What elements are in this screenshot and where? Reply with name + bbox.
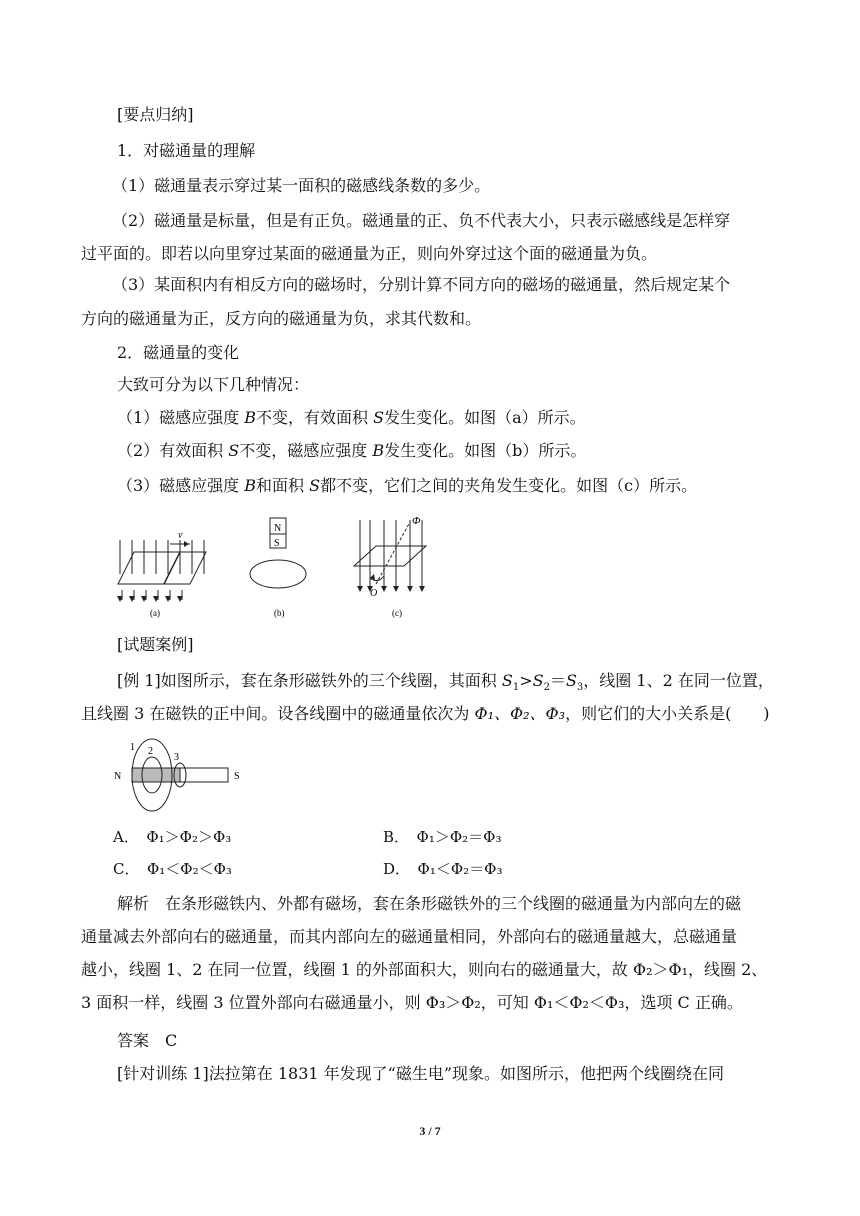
item1-title: 1．对磁通量的理解 (117, 141, 256, 160)
bar-magnet-n: N (114, 771, 122, 782)
phi-label: Φ (412, 515, 421, 527)
example1-line2: 且线圈 3 在磁铁的正中间。设各线圈中的磁通量依次为 Φ₁、Φ₂、Φ₃，则它们的大小关系是( ) (81, 704, 770, 723)
example1-line1: [例 1]如图所示，套在条形磁铁外的三个线圈，其面积 $S_1>S_2=S_3$，线圈 1、2 在同一位置， (117, 671, 774, 694)
section-heading-summary: [要点归纳] (117, 105, 194, 124)
caption-b: (b) (274, 608, 285, 618)
analysis-line1: 解析 在条形磁铁内、外都有磁场，套在条形磁铁外的三个线圈的磁通量为内部向左的磁 (117, 894, 742, 913)
option-d: D． Φ₁＜Φ₂＝Φ₃ (383, 860, 503, 878)
example1-figure (108, 738, 248, 812)
velocity-label: v (178, 530, 183, 541)
case3-text: （3）磁感应强度 B和面积 S都不变，它们之间的夹角发生变化。如图（c）所示。 (117, 476, 698, 495)
axis-o-label: O (370, 588, 378, 599)
case2-text: （2）有效面积 S不变，磁感应强度 B发生变化。如图（b）所示。 (117, 441, 587, 460)
coil-3-label: 3 (174, 752, 179, 763)
item1-para2-line2: 过平面的。即若以向里穿过某面的磁通量为正，则向外穿过这个面的磁通量为负。 (81, 244, 658, 263)
item1-para3-line2: 方向的磁通量为正，反方向的磁通量为负，求其代数和。 (81, 309, 482, 328)
page-number: 3 / 7 (419, 1124, 441, 1138)
item1-para1: （1）磁通量表示穿过某一面积的磁感线条数的多少。 (112, 176, 491, 195)
item1-para3-line1: （3）某面积内有相反方向的磁场时，分别计算不同方向的磁场的磁通量，然后规定某个 (112, 275, 731, 294)
figure-b (244, 512, 324, 618)
case1-text: （1）磁感应强度 B不变，有效面积 S发生变化。如图（a）所示。 (117, 408, 586, 427)
figure-a (110, 508, 220, 618)
magnet-n-label: N (274, 523, 282, 534)
item2-intro: 大致可分为以下几种情况： (117, 375, 310, 394)
analysis-line2: 通量减去外部向右的磁通量，而其内部向左的磁通量相同，外部向右的磁通量越大，总磁通量 (81, 927, 738, 946)
option-b: B． Φ₁＞Φ₂＝Φ₃ (383, 828, 502, 846)
coil-2-label: 2 (148, 746, 153, 757)
item1-para2-line1: （2）磁通量是标量，但是有正负。磁通量的正、负不代表大小，只表示磁感线是怎样穿 (112, 211, 731, 230)
bar-magnet-s: S (234, 771, 240, 782)
section-heading-examples: [试题案例] (117, 635, 194, 654)
magnet-s-label: S (274, 538, 280, 549)
answer-line: 答案 C (117, 1031, 178, 1050)
analysis-line3: 越小，线圈 1、2 在同一位置，线圈 1 的外部面积大，则向右的磁通量大，故 Φ₂＞Φ₁，线圈 2、 (81, 960, 768, 979)
option-a: A． Φ₁＞Φ₂＞Φ₃ (113, 828, 232, 846)
figure-c (348, 508, 438, 618)
caption-c: (c) (392, 608, 402, 618)
coil-1-label: 1 (130, 742, 135, 753)
analysis-line4: 3 面积一样，线圈 3 位置外部向右磁通量小，则 Φ₃＞Φ₂，可知 Φ₁＜Φ₂＜Φ₃，选项 C 正确。 (81, 993, 743, 1012)
caption-a: (a) (150, 608, 160, 618)
training1-line: [针对训练 1]法拉第在 1831 年发现了“磁生电”现象。如图所示，他把两个线圈绕在同 (117, 1064, 725, 1083)
item2-title: 2．磁通量的变化 (117, 343, 240, 362)
option-c: C． Φ₁＜Φ₂＜Φ₃ (113, 860, 232, 878)
